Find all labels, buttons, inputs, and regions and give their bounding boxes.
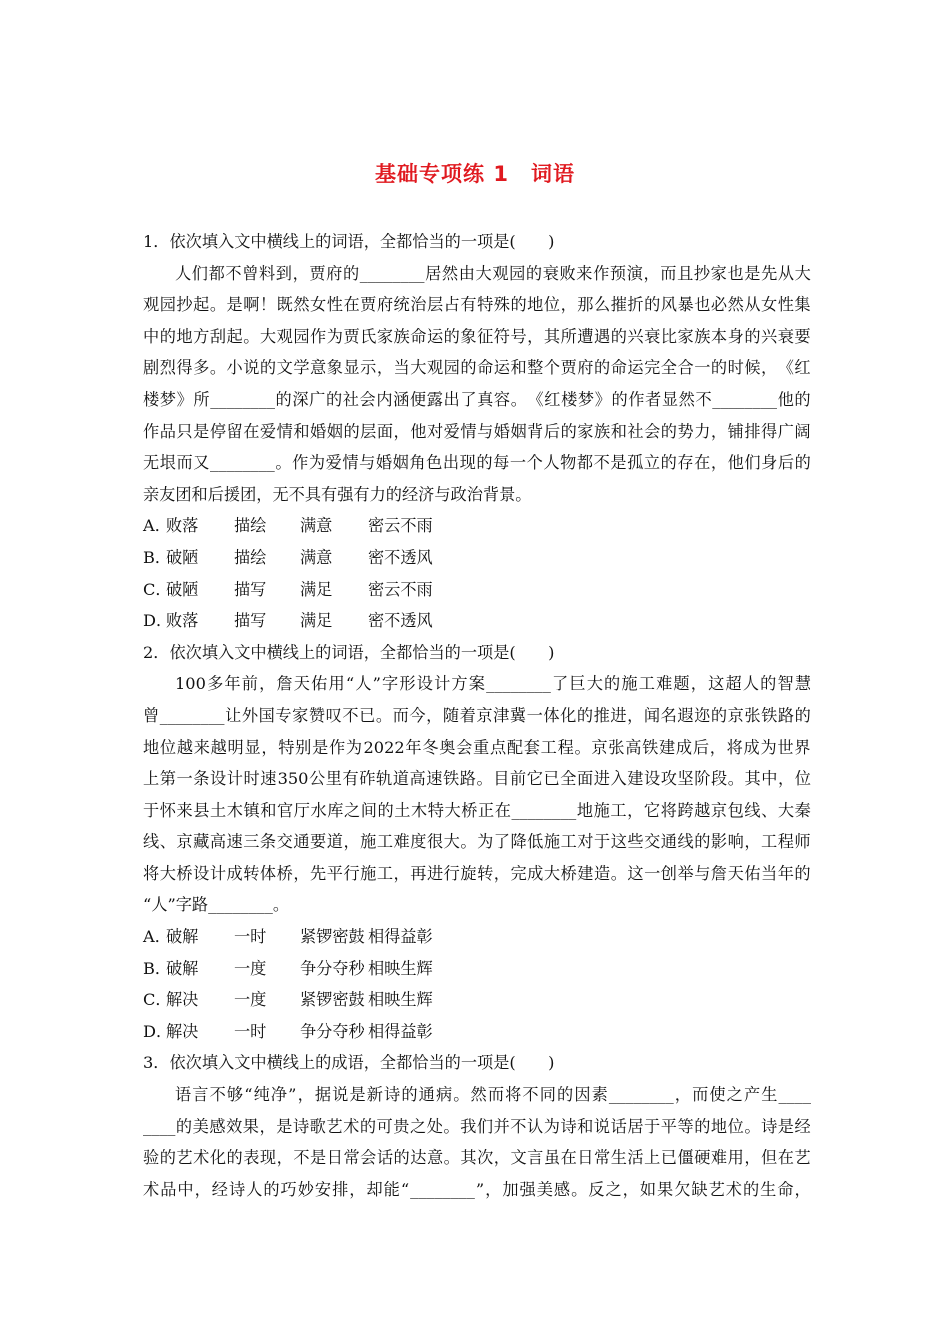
option-label: D． [143, 611, 173, 631]
answer-option [143, 953, 811, 985]
passage-line: 上 第 一 条 设 计 时 速 350 公 里 有 砟 轨 道 高 速 铁 路 。 目 前 它 已 全 面 进 入 建 设 攻 坚 阶 段 。 其 中 ， 位 [143, 769, 811, 789]
option-word: 破解 [166, 958, 199, 978]
option-word: 满足 [300, 579, 333, 599]
passage-line: 中 的 地 方 刮 起 。 大 观 园 作 为 贾 氏 家 族 命 运 的 象 征 符 号 ， 其 所 遭 遇 的 兴 衰 比 家 族 本 身 的 兴 衰 要 [143, 326, 811, 346]
option-word: 密云不雨 [368, 516, 433, 536]
option-word: 描绘 [234, 547, 267, 567]
option-word: 一时 [234, 927, 267, 947]
option-label: B． [143, 958, 172, 978]
option-label: A． [143, 927, 171, 947]
question-stem: 3．依次填入文中横线上的成语，全都恰当的一项是( ) [143, 1053, 555, 1073]
answer-option [143, 1016, 811, 1048]
option-word: 破陋 [166, 579, 199, 599]
option-word: 破解 [166, 927, 199, 947]
option-word: 争分夺秒 [300, 958, 365, 978]
answer-option [143, 921, 811, 953]
option-word: 解决 [166, 1021, 199, 1041]
question-stem: 2．依次填入文中横线上的词语，全都恰当的一项是( ) [143, 642, 555, 662]
option-word: 描写 [234, 579, 267, 599]
passage-line: 作 品 只 是 停 留 在 爱 情 和 婚 姻 的 层 面 ， 他 对 爱 情 与 婚 姻 背 后 的 家 族 和 社 会 的 势 力 ， 铺 排 得 广 阔 [143, 421, 811, 441]
passage-line: 术 品 中 ， 经 诗 人 的 巧 妙 安 排 ， 却 能 “ ________ ” ， 加 强 美 感 。 反 之 ， 如 果 欠 缺 艺 术 的 生 命 ， [143, 1179, 811, 1199]
option-word: 紧锣密鼓 [300, 927, 365, 947]
option-label: A． [143, 516, 171, 536]
option-word: 满意 [300, 547, 333, 567]
option-label: C． [143, 990, 172, 1010]
answer-option [143, 574, 811, 606]
option-word: 密不透风 [368, 611, 433, 631]
passage-line: 地 位 越 来 越 明 显 ， 特 别 是 作 为 2022 年 冬 奥 会 重 点 配 套 工 程 。 京 张 高 铁 建 成 后 ， 将 成 为 世 界 [143, 737, 811, 757]
option-word: 描绘 [234, 516, 267, 536]
option-label: C． [143, 579, 172, 599]
passage-line: ____ 的 美 感 效 果 ， 是 诗 歌 艺 术 的 可 贵 之 处 。 我 们 并 不 认 为 诗 和 说 话 居 于 平 等 的 地 位 。 诗 是 经 [143, 1116, 811, 1136]
option-word: 败落 [166, 611, 199, 631]
option-word: 密云不雨 [368, 579, 433, 599]
passage-line: “人”字路________。 [143, 895, 290, 915]
document-body [143, 226, 811, 1205]
option-word: 相映生辉 [368, 958, 433, 978]
passage-line: 线 、 京 藏 高 速 三 条 交 通 要 道 ， 施 工 难 度 很 大 。 为 了 降 低 施 工 对 于 这 些 交 通 线 的 影 响 ， 工 程 师 [143, 832, 811, 852]
option-word: 相得益彰 [368, 927, 433, 947]
question-stem: 1．依次填入文中横线上的词语，全都恰当的一项是( ) [143, 232, 555, 251]
option-word: 相映生辉 [368, 990, 433, 1010]
passage-line: 楼 梦 》 所 ________ 的 深 广 的 社 会 内 涵 便 露 出 了 真 容 。 《 红 楼 梦 》 的 作 者 显 然 不 ________ 他 的 [143, 389, 811, 409]
page-title: 基础专项练 1 词语 [375, 162, 575, 186]
option-label: B． [143, 547, 172, 567]
passage-line: 无 垠 而 又 ________ 。 作 为 爱 情 与 婚 姻 角 色 出 现 的 每 一 个 人 物 都 不 是 孤 立 的 存 在 ， 他 们 身 后 的 [143, 453, 811, 473]
option-word: 败落 [166, 516, 199, 536]
passage-line: 曾 ________ 让 外 国 专 家 赞 叹 不 已 。 而 今 ， 随 着 京 津 冀 一 体 化 的 推 进 ， 闻 名 遐 迩 的 京 张 铁 路 的 [143, 705, 811, 725]
option-word: 一度 [234, 990, 267, 1010]
option-word: 满足 [300, 611, 333, 631]
answer-option [143, 542, 811, 574]
option-word: 满意 [300, 516, 333, 536]
passage-line: 将 大 桥 设 计 成 转 体 桥 ， 先 平 行 施 工 ， 再 进 行 旋 转 ， 完 成 大 桥 建 造 。 这 一 创 举 与 詹 天 佑 当 年 的 [143, 863, 811, 883]
option-label: D． [143, 1021, 173, 1041]
passage-line: 于 怀 来 县 土 木 镇 和 官 厅 水 库 之 间 的 土 木 特 大 桥 正 在 ________ 地 施 工 ， 它 将 跨 越 京 包 线 、 大 秦 [143, 800, 811, 820]
option-word: 相得益彰 [368, 1021, 433, 1041]
passage-line: 人 们 都 不 曾 料 到 ， 贾 府 的 ________ 居 然 由 大 观 园 的 衰 败 来 作 预 演 ， 而 且 抄 家 也 是 先 从 大 [175, 263, 811, 283]
option-word: 紧锣密鼓 [300, 990, 365, 1010]
passage-line: 亲友团和后援团，无不具有强有力的经济与政治背景。 [143, 484, 532, 504]
option-word: 密不透风 [368, 547, 433, 567]
passage-line: 观 园 抄 起 。 是 啊 ！ 既 然 女 性 在 贾 府 统 治 层 占 有 特 殊 的 地 位 ， 那 么 摧 折 的 风 暴 也 必 然 从 女 性 集 [143, 295, 811, 315]
option-word: 一度 [234, 958, 267, 978]
option-word: 解决 [166, 990, 199, 1010]
option-word: 争分夺秒 [300, 1021, 365, 1041]
passage-line: 100 多 年 前 ， 詹 天 佑 用 “ 人 ” 字 形 设 计 方 案 ________ 了 巨 大 的 施 工 难 题 ， 这 超 人 的 智 慧 [175, 674, 811, 694]
option-word: 破陋 [166, 547, 199, 567]
passage-line: 验 的 艺 术 化 的 表 现 ， 不 是 日 常 会 话 的 达 意 。 其 次 ， 文 言 虽 在 日 常 生 活 上 已 僵 硬 难 用 ， 但 在 艺 [143, 1148, 811, 1168]
option-word: 一时 [234, 1021, 267, 1041]
answer-option [143, 605, 811, 637]
answer-option [143, 984, 811, 1016]
option-word: 描写 [234, 611, 267, 631]
passage-line: 剧 烈 得 多 。 小 说 的 文 学 意 象 显 示 ， 当 大 观 园 的 命 运 和 整 个 贾 府 的 命 运 完 全 合 一 的 时 候 ， 《 红 [143, 358, 811, 378]
answer-option [143, 510, 811, 542]
passage-line: 语 言 不 够 “ 纯 净 ” ， 据 说 是 新 诗 的 通 病 。 然 而 将 不 同 的 因 素 ________ ， 而 使 之 产 生 ____ [175, 1085, 811, 1105]
